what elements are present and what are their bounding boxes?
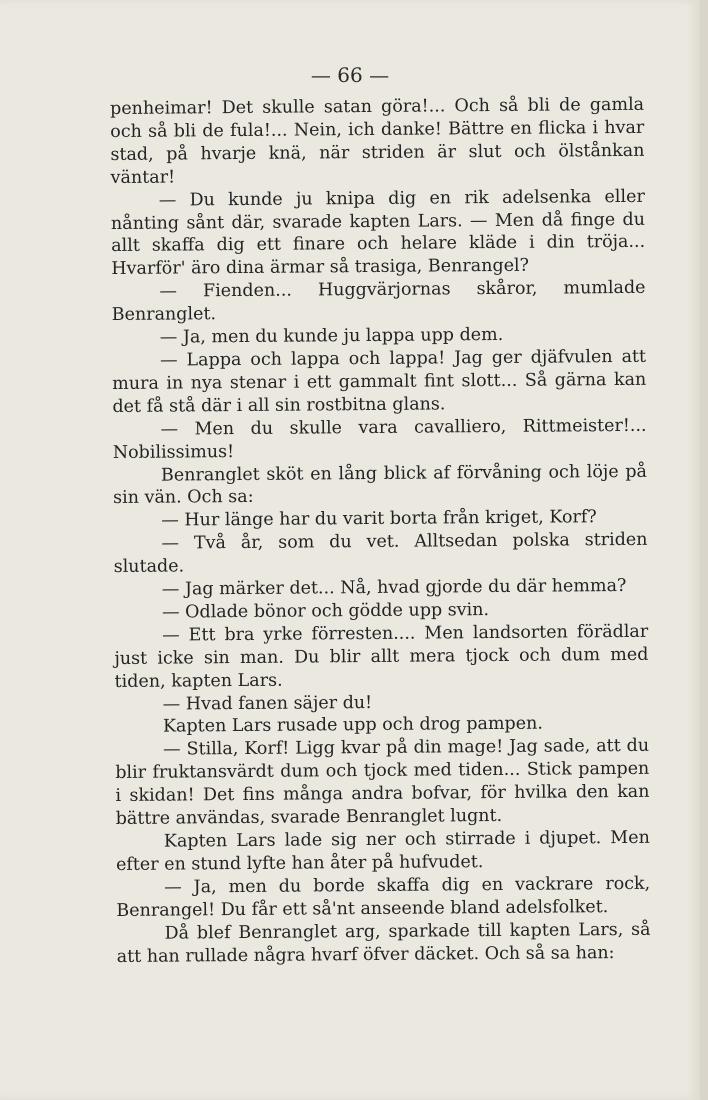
paragraph: — Ja, men du kunde ju lappa upp dem. [159, 324, 504, 348]
paragraph: penheimar! Det skulle satan göra!... Och så bli de gamla och så bli de fula!... Nein, ich danke! Bättre en flicka i hvar stad, på hvarje knä, när striden är slut och ölstånkan väntar! [110, 94, 645, 188]
paragraph: Då blef Benranglet arg, sparkade till kapten Lars, så att han rullade några hvarf öfver däcket. Och så sa han: [116, 919, 651, 967]
body-text [110, 94, 651, 969]
page-number: — 66 — [310, 63, 390, 87]
paragraph: — Ett bra yrke förresten.... Men landsorten förädlar just icke sin man. Du blir allt mera tjock och dum med tiden, kapten Lars. [114, 621, 649, 692]
paragraph: — Men du skulle vara cavalliero, Rittmeister!... Nobilissimus! [112, 415, 647, 463]
paragraph: — Hvad fanen säjer du! [162, 692, 373, 715]
paragraph: Kapten Lars lade sig ner och stirrade i djupet. Men efter en stund lyfte han åter på hufvudet. [115, 827, 650, 875]
paragraph: — Fienden... Huggvärjornas skåror, mumlade Benranglet. [111, 278, 646, 326]
paragraph: — Hur länge har du varit borta från kriget, Korf? [161, 507, 597, 531]
paragraph: Benranglet sköt en lång blick af förvåning och löje på sin vän. Och sa: [113, 461, 648, 509]
paragraph: — Odlade bönor och gödde upp svin. [161, 599, 490, 623]
paragraph: — Du kunde ju knipa dig en rik adelsenka eller nånting sånt där, svarade kapten Lars. — Men då finge du allt skaffa dig ett finare och helare kläde i din tröja... Hvarför' äro dina ärmar så trasiga, Benrangel? [110, 186, 646, 280]
paragraph: Kapten Lars rusade upp och drog pampen. [162, 714, 543, 738]
paragraph: — Jag märker det... Nå, hvad gjorde du där hemma? [161, 575, 627, 600]
paragraph: — Ja, men du borde skaffa dig en vackrare rock, Benrangel! Du får ett så'nt anseende bland adelsfolket. [116, 873, 651, 921]
paragraph: — Lappa och lappa och lappa! Jag ger djäfvulen att mura in nya stenar i ett gammalt fint slott... Så gärna kan det få stå där i all sin rostbitna glans. [112, 346, 647, 417]
paragraph: — Två år, som du vet. Alltsedan polska striden slutade. [113, 530, 648, 578]
paragraph: — Stilla, Korf! Ligg kvar på din mage! Jag sade, att du blir fruktansvärdt dum och tjock med tiden... Stick pampen i skidan! Det fins många andra bofvar, för hvilka den kan bättre användas, svarade Benranglet lugnt. [115, 736, 650, 830]
page-edge [700, 0, 708, 1100]
